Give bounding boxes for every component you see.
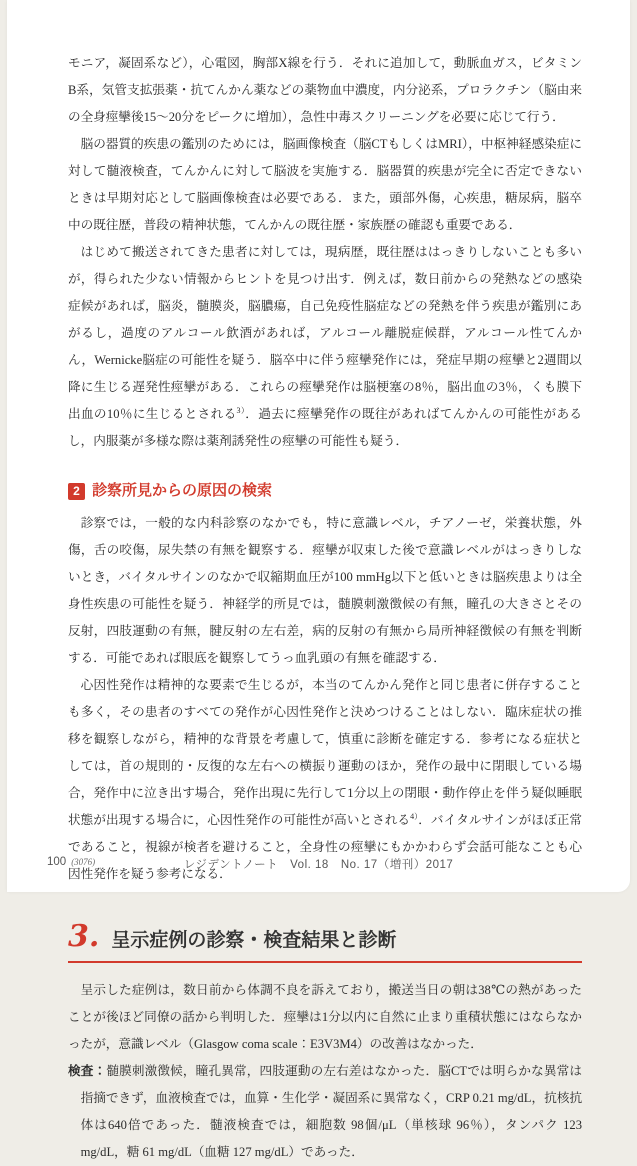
section-heading-2 [68,481,582,501]
exam-label: 検査： [68,1063,107,1078]
body-paragraph-1: モニア，凝固系など），心電図，胸部X線を行う．それに追加して，動脈血ガス，ビタミンB系，気管支拡張薬・抗てんかん薬などの薬物血中濃度，内分泌系，プロラクチン（脳由来の全身痙攣後15〜20分をピークに増加），急性中毒スクリーニングを必要に応じて行う． [68,56,582,124]
paragraph-text: 髄膜刺激徴候，瞳孔異常，四肢運動の左右差はなかった．脳CTでは明らかな異常は指摘できず，血液検査では，血算・生化学・凝固系に異常なく，CRP 0.21 mg/dL，抗核抗体は640倍であった．髄液検査では，細胞数 98個/μL（単核球 96％），タンパク 123 mg/dL，糖 61 mg/dL（血糖 127 mg/dL）であった． [80,1063,583,1159]
body-paragraph-6: 呈示した症例は，数日前から体調不良を訴えており，搬送当日の朝は38℃の熱があったことが後ほど同僚の話から判明した．痙攣は1分以内に自然に止まり重積状態にはならなかったが，意識レベル（Glasgow coma scale：E3V3M4）の改善はなかった． [68,982,582,1051]
page-number: 100 [47,856,67,868]
paragraph-text: ．バイタルサインがほぼ正常であること，視線が検者を避けること，全身性の痙攣にもかかわらず会話可能なことも心因性発作を疑う参考になる． [68,813,583,881]
body-paragraph-2: 脳の器質的疾患の鑑別のためには，脳画像検査（脳CTもしくはMRI），中枢神経感染症に対して髄液検査，てんかんに対して脳波を実施する．脳器質的疾患が完全に否定できないときは早期対応として脳画像検査は必要である．また，頭部外傷，心疾患，糖尿病，脳卒中の既往歴，普段の精神状態，てんかんの既往歴・家族歴の確認も重要である． [68,137,582,232]
body-paragraph-4: 診察では，一般的な内科診察のなかでも，特に意識レベル，チアノーゼ，栄養状態，外傷，舌の咬傷，尿失禁の有無を観察する．痙攣が収束した後で意識レベルがはっきりしないとき，バイタルサインのなかで収縮期血圧が100 mmHg以下と低いときは脳疾患よりは全身性疾患の可能性を疑う．神経学的所見では，髄膜刺激徴候の有無，瞳孔の大きさとその反射，四肢運動の有無，腱反射の左右差，病的反射の有無から局所神経徴候の有無を判断する．可能であれば眼底を観察してうっ血乳頭の有無を確認する． [68,516,582,665]
section-title: 診察所見からの原因の検索 [92,482,273,499]
paragraph-text: ．過去に痙攣発作の既往があればてんかんの可能性があるし，内服薬が多様な際は薬剤誘発性の痙攣の可能性も疑う． [68,407,583,448]
section-number-badge: 2 [68,483,85,500]
article-body [7,0,630,1166]
body-paragraph-7 [68,1058,582,1166]
reference-marker-3: 3） [236,405,246,415]
page-footer [7,856,630,872]
section-divider-rule [68,961,582,963]
body-paragraph-3 [68,239,582,455]
document-page [7,0,630,1159]
section-number: 3. [68,919,100,954]
page-number-group [47,856,95,868]
paragraph-text: はじめて搬送されてきた患者に対しては，現病歴，既往歴ははっきりしないことも多いが，得られた少ない情報からヒントを見つけ出す．例えば，数日前からの発熱などの感染症候があれば，脳炎，髄膜炎，脳膿瘍，自己免疫性脳症などの発熱を伴う疾患が鑑別にあがるし，過度のアルコール飲酒があれば，アルコール離脱症候群，アルコール性てんかん，Wernicke脳症の可能性を疑う．脳卒中に伴う痙攣発作には，発症早期の痙攣と2週間以降に生じる遅発性痙攣がある．これらの痙攣発作は脳梗塞の8％，脳出血の3％，くも膜下出血の10％に生じるとされる [68,245,582,421]
section-heading-3 [68,919,582,963]
page-number-alt: (3076) [71,857,96,867]
journal-citation: レジデントノート Vol. 18 No. 17（増刊）2017 [183,859,454,871]
reference-marker-4: 4） [410,811,419,821]
paragraph-text: 心因性発作は精神的な要素で生じるが，本当のてんかん発作と同じ患者に併存することも多く，その患者のすべての発作が心因性発作と決めつけることはしない．臨床症状の推移を観察しながら，精神的な背景を考慮して，慎重に診断を確定する．参考になる症状としては，首の規則的・反復的な左右への横振り運動のほか，発作の最中に閉眼している場合，発作中に泣き出す場合，発作出現に先行して1分以上の閉眼・動作停止を伴う疑似睡眠状態が出現する場合に，心因性発作の可能性が高いとされる [68,678,582,827]
section-title: 呈示症例の診察・検査結果と診断 [111,930,397,951]
